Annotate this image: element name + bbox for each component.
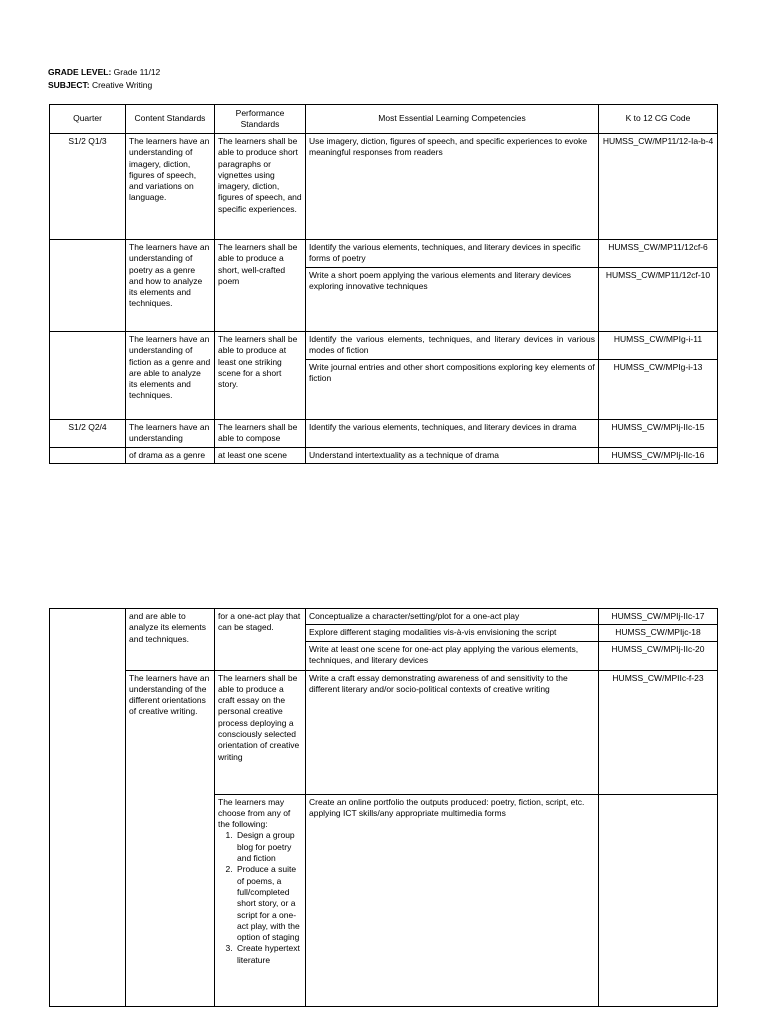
content-standard-cell: The learners have an understanding of the different orientations of creative writing. [126,670,215,1006]
table-row [50,609,718,625]
content-standard-cell: The learners have an understanding [126,420,215,448]
cg-code-cell: HUMSS_CW/MPIjc-18 [599,625,718,641]
competency-cell: Conceptualize a character/setting/plot for a one-act play [306,609,599,625]
competency-cell: Use imagery, diction, figures of speech, and specific experiences to evoke meaningful responses from readers [306,134,599,240]
performance-standard-cell: The learners shall be able to produce short paragraphs or vignettes using imagery, diction, figures of speech, and specific experiences. [215,134,306,240]
cg-code-cell: HUMSS_CW/MPIj-IIc-20 [599,641,718,670]
competency-cell: Create an online portfolio the outputs produced: poetry, fiction, script, etc. applying ICT skills/any appropriate multimedia forms [306,794,599,1006]
table-row [50,332,718,360]
performance-standard-cell: at least one scene [215,448,306,464]
performance-options-list [218,830,302,966]
performance-standard-cell: The learners shall be able to compose [215,420,306,448]
col-performance-standards: Performance Standards [215,105,306,134]
competency-cell: Write at least one scene for one-act play applying the various elements, techniques, and literary devices [306,641,599,670]
table-row [50,134,718,240]
quarter-cell: S1/2 Q2/4 [50,420,126,448]
grade-level-line [48,66,160,78]
subject-value: Creative Writing [91,80,153,90]
table-row [50,448,718,464]
cg-code-cell: HUMSS_CW/MPIj-IIc-16 [599,448,718,464]
curriculum-table-part-2 [49,608,718,1007]
cg-code-cell: HUMSS_CW/MP11/12cf-6 [599,240,718,268]
competency-cell: Write a craft essay demonstrating awareness of and sensitivity to the different literary and/or socio-political contexts of creative writing [306,670,599,794]
list-item: 3. Create hypertext literature [235,943,302,966]
content-standard-cell: The learners have an understanding of fiction as a genre and are able to analyze its elements and techniques. [126,332,215,420]
cg-code-cell: HUMSS_CW/MPIIc-f-23 [599,670,718,794]
cg-code-cell-empty [599,794,718,1006]
list-item: 2. Produce a suite of poems, a full/completed short story, or a script for a one-act play, with the option of staging [235,864,302,943]
cg-code-cell: HUMSS_CW/MPIg-i-13 [599,360,718,420]
grade-level-label: GRADE LEVEL: [48,67,112,77]
cg-code-cell: HUMSS_CW/MPIj-IIc-17 [599,609,718,625]
performance-standard-cell: The learners shall be able to produce a short, well-crafted poem [215,240,306,332]
content-standard-cell: and are able to analyze its elements and techniques. [126,609,215,671]
competency-cell: Write journal entries and other short compositions exploring key elements of fiction [306,360,599,420]
subject-label: SUBJECT: [48,80,90,90]
performance-standard-cell [215,794,306,1006]
col-quarter: Quarter [50,105,126,134]
quarter-cell-empty [50,609,126,1007]
competency-cell: Understand intertextuality as a technique of drama [306,448,599,464]
cg-code-cell: HUMSS_CW/MPIg-i-11 [599,332,718,360]
content-standard-cell: of drama as a genre [126,448,215,464]
col-cg-code: K to 12 CG Code [599,105,718,134]
col-content-standards: Content Standards [126,105,215,134]
col-melc: Most Essential Learning Competencies [306,105,599,134]
competency-cell: Explore different staging modalities vis-à-vis envisioning the script [306,625,599,641]
quarter-cell-empty [50,332,126,420]
content-standard-cell: The learners have an understanding of imagery, diction, figures of speech, and variations on language. [126,134,215,240]
table-row [50,240,718,268]
subject-line [48,79,152,91]
cg-code-cell: HUMSS_CW/MPIj-IIc-15 [599,420,718,448]
competency-cell: Identify the various elements, techniques, and literary devices in specific forms of poetry [306,240,599,268]
quarter-cell-empty [50,448,126,464]
table-row [50,420,718,448]
competency-cell: Identify the various elements, techniques, and literary devices in various modes of fiction [306,332,599,360]
cg-code-cell: HUMSS_CW/MP11/12cf-10 [599,268,718,332]
table-header-row [50,105,718,134]
quarter-cell-empty [50,240,126,332]
curriculum-table-part-1 [49,104,718,464]
cg-code-cell: HUMSS_CW/MP11/12-Ia-b-4 [599,134,718,240]
competency-cell: Write a short poem applying the various elements and literary devices exploring innovative techniques [306,268,599,332]
list-item: 1. Design a group blog for poetry and fiction [235,830,302,864]
table-row [50,670,718,794]
competency-cell: Identify the various elements, techniques, and literary devices in drama [306,420,599,448]
grade-level-value: Grade 11/12 [113,67,161,77]
performance-intro: The learners may choose from any of the following: [218,796,291,830]
quarter-cell: S1/2 Q1/3 [50,134,126,240]
performance-standard-cell: The learners shall be able to produce a craft essay on the personal creative process deploying a consciously selected orientation of creative writing [215,670,306,794]
performance-standard-cell: The learners shall be able to produce at least one striking scene for a short story. [215,332,306,420]
performance-standard-cell: for a one-act play that can be staged. [215,609,306,671]
content-standard-cell: The learners have an understanding of poetry as a genre and how to analyze its elements and techniques. [126,240,215,332]
